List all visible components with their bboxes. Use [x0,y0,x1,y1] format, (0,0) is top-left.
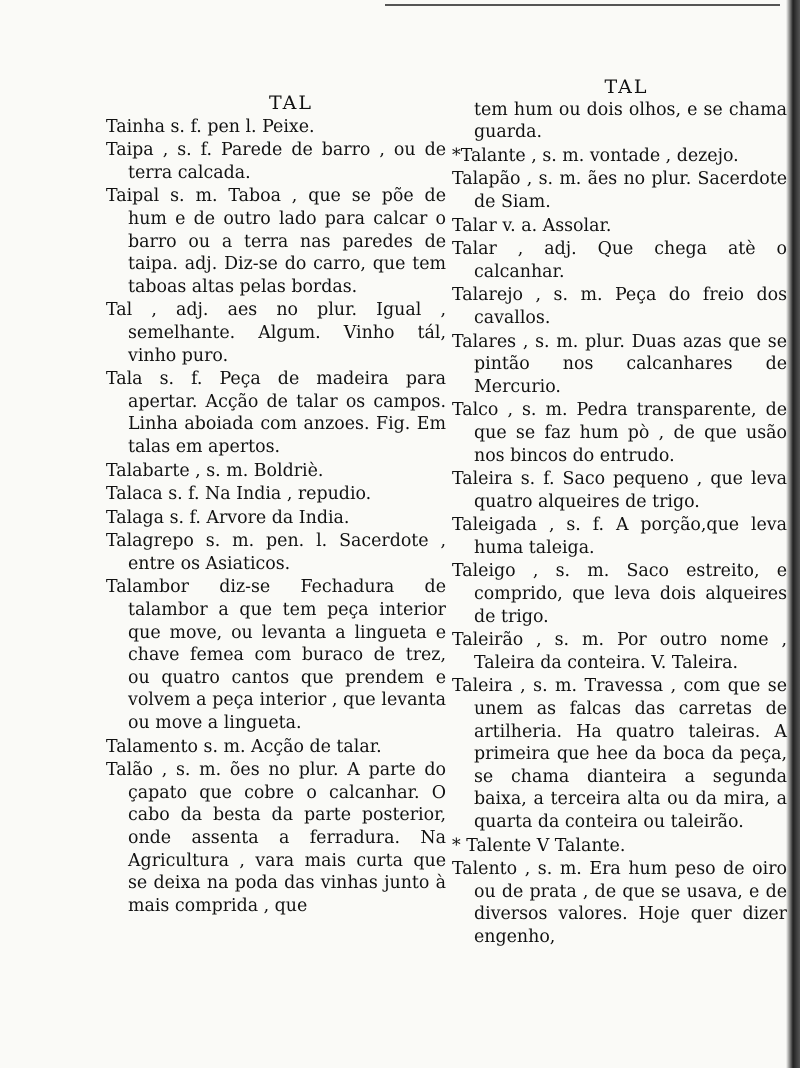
entry-definition: s. f. Peça de madeira para apertar. Acção de talar os campos. Linha aboiada com anzoes. Fig. Em talas em apertos. [128,369,447,457]
entry-headword: Talco [452,400,508,421]
dictionary-entry [452,215,787,238]
entry-definition: , s. f. A porção,que leva huma taleiga. [474,515,788,558]
dictionary-entry [106,368,446,458]
entry-definition: s. m. pen. l. Sacerdote , entre os Asiaticos. [128,531,446,574]
dictionary-entry [106,530,446,575]
dictionary-entry [452,560,787,628]
dictionary-entry [106,460,446,483]
entry-definition: s. f. pen l. Peixe. [170,116,315,137]
dictionary-entry [452,514,787,559]
dictionary-entry [452,284,787,329]
dictionary-entry [106,759,446,917]
dictionary-entry [106,299,446,367]
dictionary-entry [106,736,446,759]
entry-definition: s. f. Arvore da India. [169,507,350,528]
entry-definition: diz-se Fechadura de talambor a que tem peça interior que move, ou levanta a lingueta e chave femea com buraco de trez, ou quatro cantos que prendem e volvem a peça interior , que levanta ou move a lingueta. [128,577,446,734]
dictionary-entry [106,483,446,506]
dictionary-entry [106,185,446,298]
entry-headword: Talão [106,760,162,781]
entry-headword: Taipa [106,140,163,161]
entry-headword: Taleigada [452,515,549,536]
entry-headword: Talambor [106,577,220,598]
entry-headword: Talaga [106,507,170,528]
entry-definition: v. a. Assolar. [502,215,612,236]
entry-headword: Talaca [106,484,169,505]
entry-headword: Talarejo [452,285,536,306]
dictionary-entry [452,238,787,283]
dictionary-entry [106,139,446,184]
entry-definition: s. m. Taboa , que se põe de hum e de outro lado para calcar o barro ou a terra nas paredes de taipa. adj. Diz-se do carro, que tem taboas altas pelas bordas. [128,186,446,297]
entry-headword: Talapão [452,169,527,190]
dictionary-entry [452,145,787,168]
dictionary-entry [106,576,446,734]
dictionary-entry [452,399,787,467]
entry-headword: Talar [452,215,503,236]
dictionary-entry [452,331,787,399]
dictionary-entry [452,168,787,213]
entry-headword: Talento [452,859,525,880]
entry-definition: s. f. Saco pequeno , que leva quatro alqueires de trigo. [474,469,788,512]
left-column [106,92,446,918]
entry-headword: Taleira [452,676,521,697]
dictionary-entry [106,507,446,530]
entry-definition: s. f. Na India , repudio. [168,484,372,505]
entry-definition: , s. m. Por outro nome , Taleira da conteira. V. Taleira. [474,630,788,673]
entry-definition: , s. m. Pedra transparente, de que se faz hum pò , de que usão nos bincos do entrudo. [474,400,787,466]
entry-headword: Talares [452,331,523,352]
left-running-header: TAL [269,92,313,114]
entry-definition: , s. m. Era hum peso de oiro ou de prata , de que se usava, e de diversos valores. Hoje quer dizer engenho, [474,859,787,947]
dictionary-entry [452,675,787,833]
right-entry-list [452,99,787,949]
dictionary-entry [452,858,787,948]
entry-headword: Talagrepo [106,531,206,552]
entry-definition: , s. m. Saco estreito, e comprido, que leva dois alqueires de trigo. [474,561,787,627]
entry-definition: , s. m. vontade , dezejo. [531,145,739,166]
entry-definition: , adj. aes no plur. Igual , semelhante. Algum. Vinho tál, vinho puro. [128,300,446,366]
entry-definition: , s. m. Peça do freio dos cavallos. [474,285,787,328]
top-rule [385,4,780,6]
entry-definition: V Talante. [536,835,626,856]
entry-definition: , s. m. plur. Duas azas que se pintão nos calcanhares de Mercurio. [474,331,787,397]
entry-definition: , s. m. ões no plur. A parte do çapato que cobre o calcanhar. O cabo da besta da parte posterior, onde assenta a ferradura. Na Agricultura , vara mais curta que se deixa na poda das vinhas junto à mais comprida , que [128,760,446,916]
entry-definition: s. m. Acção de talar. [203,736,382,757]
entry-headword: Tal [106,300,152,321]
dictionary-entry [106,116,446,139]
right-running-header: TAL [604,76,649,98]
entry-definition: , s. m. Travessa , com que se unem as falcas das carretas de artilheria. Ha quatro taleiras. A primeira que hee da boca da peça, se chama dianteira a segunda baixa, a terceira alta ou da mira, a quarta da conteira ou taleirão. [474,676,787,832]
entry-headword: Tala [106,369,160,390]
left-entry-list [106,116,446,918]
entry-headword: Taleirão [452,630,537,651]
entry-definition: , s. m. ães no plur. Sacerdote de Siam. [474,169,787,212]
entry-definition: , s. m. Boldriè. [195,460,324,481]
right-column [452,76,787,950]
entry-headword: Taleigo [452,561,533,582]
dictionary-entry [452,99,787,144]
page-binding-edge [786,0,800,1068]
entry-definition: tem hum ou dois olhos, e se chama guarda. [474,99,787,143]
entry-headword: Tainha [106,116,171,137]
entry-headword: *Talante [452,145,532,166]
entry-definition: , s. f. Parede de barro , ou de terra calcada. [128,140,446,183]
dictionary-entry [452,629,787,674]
dictionary-entry [452,835,787,858]
entry-headword: Taipal [106,186,171,207]
dictionary-entry [452,468,787,513]
entry-headword: Taleira [452,469,521,490]
entry-definition: , adj. Que chega atè o calcanhar. [474,239,787,282]
entry-headword: Talamento [106,736,204,757]
entry-headword: Talabarte [106,460,196,481]
entry-headword: * Talente [452,835,537,856]
entry-headword: Talar [452,239,518,260]
